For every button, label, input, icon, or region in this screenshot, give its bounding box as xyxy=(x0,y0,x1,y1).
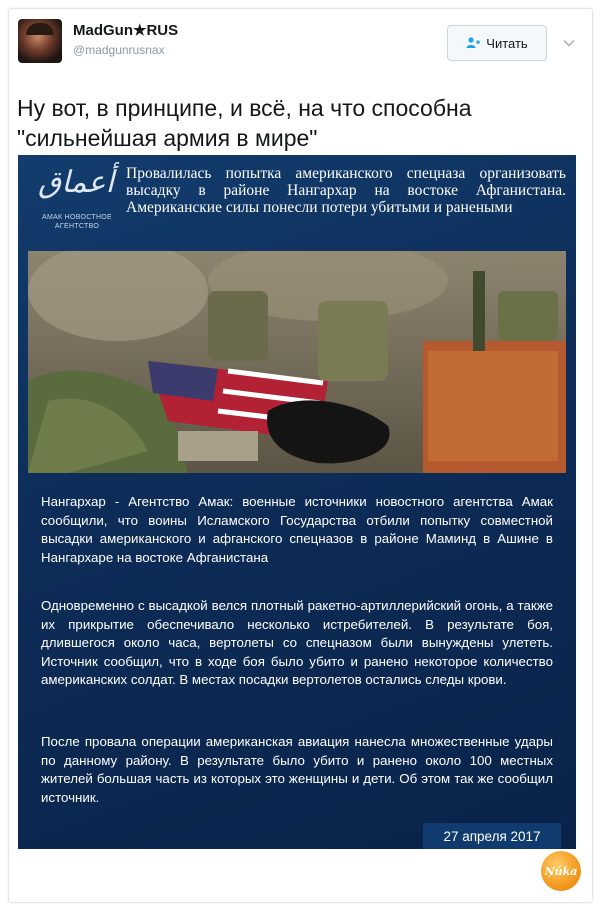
watermark-text: Ņúka xyxy=(544,864,578,878)
poster-paragraph-2: Одновременно с высадкой велся плотный ракетно-артиллерийский огонь, а также их прикрытие обеспечивало несколько истребителей. В результате боя, длившегося около часа, вертолеты со спецназом были вынуждены улететь. Источник сообщил, что в ходе боя было убито и ранено некоторое количество американских солдат. В местах посадки вертолетов остались следы крови. xyxy=(41,598,553,688)
poster-paragraph-1: Нангархар - Агентство Амак: военные источники новостного агентства Амак сообщили, что воины Исламского Государства отбили попытку совместной высадки американского и афганского спецназов в районе Маминд в Ашине в Нангархаре на востоке Афганистана xyxy=(41,494,553,565)
watermark-logo xyxy=(541,851,581,891)
follow-user-icon xyxy=(466,37,480,49)
captured-gear-photo xyxy=(28,251,566,473)
logo-script: أعماق xyxy=(38,165,114,200)
poster-paragraph-3: После провала операции американская авиация нанесла множественные удары по данному району. В результате было убито и ранено около 100 местных жителей большая часть из которых это женщины и дети. Об этом так же сообщил источник. xyxy=(41,734,553,805)
tweet-text: Ну вот, в принципе, и всё, на что способна "сильнейшая армия в мире" xyxy=(17,95,472,151)
agency-logo xyxy=(30,165,122,245)
logo-subtitle: АМАК НОВОСТНОЕ АГЕНТСТВО xyxy=(41,214,113,230)
poster-headline: Провалилась попытка американского спецназа организовать высадку в районе Нангархар на востоке Афганистана. Американские силы понесли потери убитыми и ранеными xyxy=(126,165,566,216)
tweet-image[interactable] xyxy=(18,155,576,849)
author-name[interactable]: MadGun★RUS xyxy=(73,22,179,39)
follow-label: Читать xyxy=(486,35,528,51)
follow-button[interactable] xyxy=(447,25,547,61)
poster-date: 27 апреля 2017 xyxy=(423,823,561,849)
chevron-down-icon[interactable] xyxy=(563,36,575,48)
avatar[interactable] xyxy=(18,19,62,63)
author-handle[interactable]: @madgunrusnax xyxy=(73,43,165,57)
